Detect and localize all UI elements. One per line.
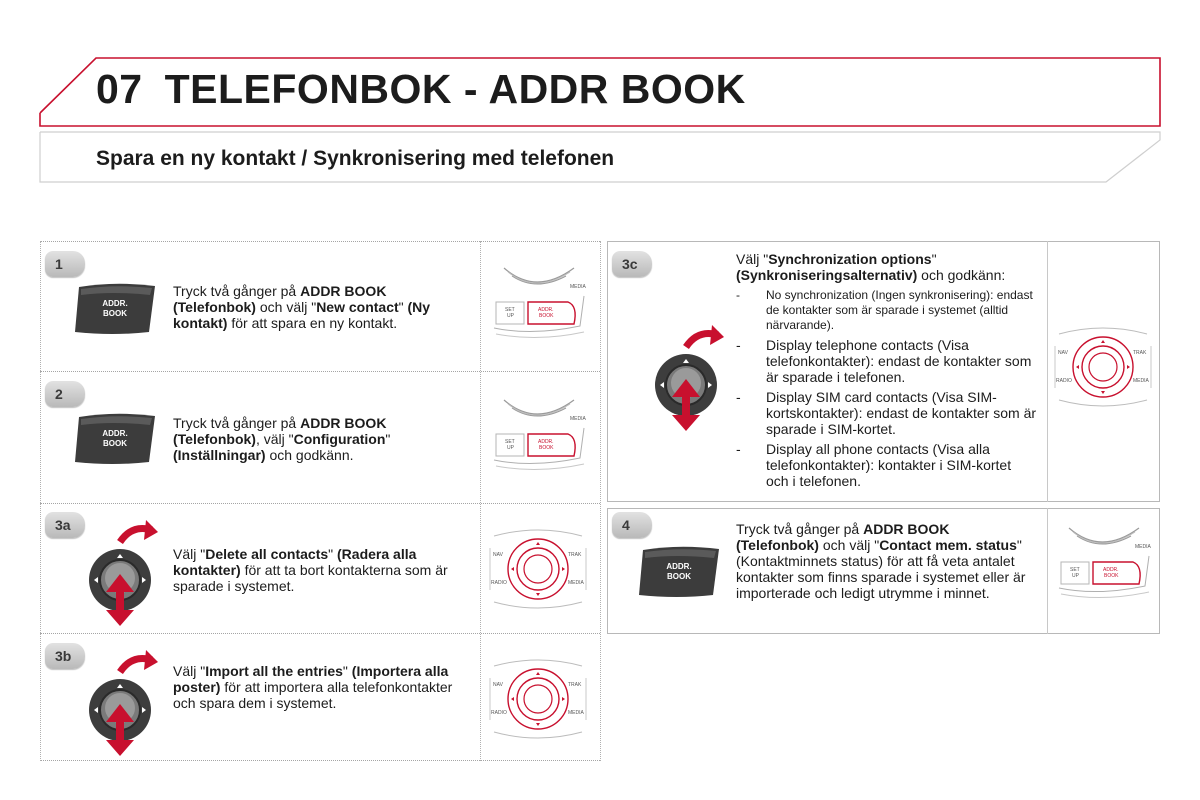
svg-text:BOOK: BOOK [539, 313, 554, 319]
svg-text:BOOK: BOOK [1104, 573, 1119, 579]
media-label: MEDIA [1135, 544, 1151, 550]
text-run: " (Kontaktminnets status) för att få veta antalet kontakter som finns sparade i systemet eller är importerade och ledigt utrymme i minnet. [736, 537, 1026, 601]
bold-text-run: ADDR BOOK (Telefonbok) [173, 283, 387, 315]
step-4-text [736, 521, 1036, 601]
step-3c-intro [736, 251, 1036, 283]
svg-text:RADIO: RADIO [1056, 378, 1072, 384]
step-badge-1: 1 [45, 251, 85, 277]
svg-text:NAV: NAV [493, 682, 503, 688]
bold-text-run: ADDR BOOK (Telefonbok) [173, 415, 387, 447]
svg-text:MEDIA: MEDIA [568, 580, 584, 586]
sync-option: - Display all phone contacts (Visa alla telefonkontakter): kontakter i SIM-kortet och i telefonen. [736, 441, 1012, 489]
svg-text:TRAK: TRAK [1133, 350, 1147, 356]
text-run: " [328, 546, 338, 562]
addr-book-button-label: ADDR. [538, 307, 554, 313]
text-run: " [398, 299, 408, 315]
bold-text-run: Import all the entries [205, 663, 343, 679]
rotary-knob-press-icon [86, 518, 158, 626]
text-run: " [385, 431, 391, 447]
text-run: och godkänn. [265, 447, 354, 463]
addr-book-key-label: ADDR. BOOK [102, 429, 128, 448]
svg-text:BOOK: BOOK [539, 445, 554, 451]
console-dial-diagram [488, 656, 588, 742]
addr-book-key-icon [73, 413, 157, 465]
sync-option: - Display SIM card contacts (Visa SIM-kortskontakter): endast de kontakter som är sparade i SIM-kortet. [736, 389, 1037, 437]
chapter-title [96, 66, 746, 113]
text-run: , välj " [255, 431, 294, 447]
console-dial-diagram [488, 526, 588, 612]
bold-text-run: New contact [316, 299, 399, 315]
text-run: och välj " [818, 537, 880, 553]
step-3a-text [173, 546, 473, 594]
text-run: Tryck två gånger på [736, 521, 864, 537]
step-badge-3a: 3a [45, 512, 85, 538]
step-badge-2: 2 [45, 381, 85, 407]
bold-text-run: (Radera alla kontakter) [173, 546, 417, 578]
svg-text:SET: SET [505, 439, 515, 445]
bold-text-run: Contact mem. status [879, 537, 1017, 553]
text-run: Tryck två gånger på [173, 283, 301, 299]
page-subtitle: Spara en ny kontakt / Synkronisering med telefonen [96, 147, 615, 170]
left-column-edge [40, 241, 41, 761]
bold-text-run: ADDR BOOK (Telefonbok) [736, 521, 950, 553]
media-label: MEDIA [570, 416, 586, 422]
text-run: och välj " [255, 299, 317, 315]
addr-book-button-label: ADDR. [538, 439, 554, 445]
column-divider [600, 241, 601, 761]
step-3b-text [173, 663, 473, 711]
bold-text-run: Configuration [293, 431, 386, 447]
step-1-text [173, 283, 473, 331]
console-dial-diagram [1053, 324, 1153, 410]
text-run: för att ta bort kontakterna som är sparade i systemet. [173, 562, 448, 594]
bold-text-run: (Ny kontakt) [173, 299, 431, 331]
text-run: och godkänn: [917, 267, 1006, 283]
svg-text:RADIO: RADIO [491, 580, 507, 586]
bold-text-run: (Inställningar) [173, 447, 266, 463]
chapter-title-text: TELEFONBOK - ADDR BOOK [164, 66, 746, 112]
rotary-knob-press-icon [86, 648, 158, 756]
step-4-divider [1047, 508, 1048, 634]
sync-option: - No synchronization (Ingen synkronisering): endast de kontakter som är sparade i systemet (alltid närvarande). [736, 288, 1033, 332]
svg-text:SET: SET [1070, 567, 1080, 573]
chapter-number: 07 [96, 66, 143, 112]
text-run: för att spara en ny kontakt. [227, 315, 398, 331]
console-addr-book-diagram [492, 266, 588, 342]
media-label: MEDIA [570, 284, 586, 290]
console-addr-book-diagram [1057, 526, 1153, 602]
bold-text-run: Delete all contacts [205, 546, 329, 562]
svg-text:TRAK: TRAK [568, 682, 582, 688]
svg-text:MEDIA: MEDIA [1133, 378, 1149, 384]
bold-text-run: (Synkroniseringsalternativ) [736, 267, 918, 283]
sync-options-list [736, 288, 1036, 493]
sync-option: - Display telephone contacts (Visa telefonkontakter): endast de kontakter som är sparade i telefonen. [736, 337, 1032, 385]
console-addr-book-diagram [492, 398, 588, 474]
text-run: " [342, 663, 352, 679]
step-badge-3c: 3c [612, 251, 652, 277]
addr-book-key-icon [73, 283, 157, 335]
svg-text:TRAK: TRAK [568, 552, 582, 558]
rotary-knob-press-icon [652, 323, 724, 431]
step-badge-3b: 3b [45, 643, 85, 669]
step-3c-divider [1047, 241, 1048, 502]
text-run: för att importera alla telefonkontakter och spara dem i systemet. [173, 679, 453, 711]
svg-text:RADIO: RADIO [491, 710, 507, 716]
bold-text-run: Synchronization options [768, 251, 932, 267]
text-run: Välj " [736, 251, 769, 267]
svg-text:MEDIA: MEDIA [568, 710, 584, 716]
left-panel-divider [480, 241, 481, 761]
text-run: Välj " [173, 663, 206, 679]
text-run: Tryck två gånger på [173, 415, 301, 431]
addr-book-button-label: ADDR. [1103, 567, 1119, 573]
svg-text:SET: SET [505, 307, 515, 313]
svg-text:UP: UP [507, 313, 514, 319]
text-run: " [931, 251, 937, 267]
svg-text:NAV: NAV [1058, 350, 1068, 356]
step-2-text [173, 415, 473, 463]
svg-text:UP: UP [507, 445, 514, 451]
bold-text-run: (Importera alla poster) [173, 663, 449, 695]
addr-book-key-icon [637, 546, 721, 598]
svg-text:NAV: NAV [493, 552, 503, 558]
addr-book-key-label: ADDR. BOOK [666, 562, 692, 581]
step-badge-4: 4 [612, 512, 652, 538]
addr-book-key-label: ADDR. BOOK [102, 299, 128, 318]
text-run: Välj " [173, 546, 206, 562]
svg-text:UP: UP [1072, 573, 1079, 579]
